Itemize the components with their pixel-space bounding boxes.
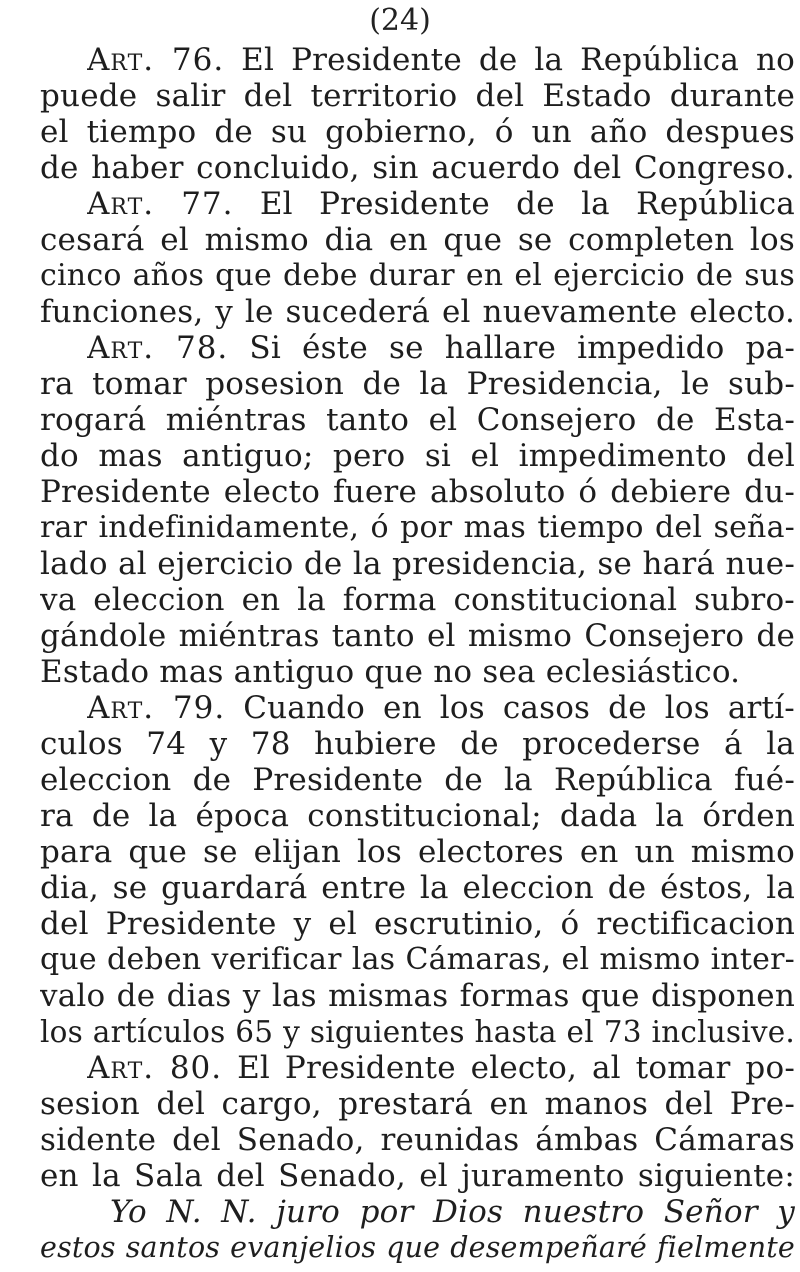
article-number: Art. 79.	[87, 690, 226, 726]
line-text: El Presidente de la República	[259, 186, 795, 222]
text-line: rogará miéntras tanto el Consejero de Esta-	[40, 402, 795, 438]
article-number: Art. 80.	[87, 1050, 223, 1086]
text-line	[87, 330, 795, 366]
text-line: gándole miéntras tanto el mismo Consejero de	[40, 618, 795, 654]
text-line: lado al ejercicio de la presidencia, se hará nue-	[40, 546, 795, 582]
text-line: ra de la época constitucional; dada la órden	[40, 798, 795, 834]
text-line: el tiempo de su gobierno, ó un año despues	[40, 114, 795, 150]
text-line: que deben verificar las Cámaras, el mismo inter-	[40, 942, 795, 977]
text-line: sesion del cargo, prestará en manos del Pre-	[40, 1086, 795, 1122]
text-line	[87, 186, 795, 222]
text-line: valo de dias y las mismas formas que disponen	[40, 978, 795, 1014]
text-line: Estado mas antiguo que no sea eclesiástico.	[40, 654, 741, 690]
oath-text-line: Yo N. N. juro por Dios nuestro Señor y	[110, 1194, 795, 1230]
text-line: Presidente electo fuere absoluto ó debiere du-	[40, 474, 795, 510]
text-line: los artículos 65 y siguientes hasta el 73 inclusive.	[40, 1015, 795, 1049]
text-line: culos 74 y 78 hubiere de procederse á la	[40, 726, 795, 762]
page-number: (24)	[369, 3, 431, 38]
text-line: va eleccion en la forma constitucional subro-	[40, 582, 795, 618]
text-line: en la Sala del Senado, el juramento siguiente:	[40, 1158, 795, 1194]
text-line: del Presidente y el escrutinio, ó rectificacion	[40, 906, 795, 942]
text-line: cinco años que debe durar en el ejercicio de sus	[40, 258, 795, 293]
text-line: funciones, y le sucederá el nuevamente electo.	[40, 294, 795, 330]
text-line	[87, 1050, 795, 1086]
text-line: ra tomar posesion de la Presidencia, le sub-	[40, 366, 795, 402]
text-line	[87, 42, 795, 78]
text-line	[87, 690, 795, 726]
line-text: Cuando en los casos de los artí-	[243, 690, 795, 726]
text-line: sidente del Senado, reunidas ámbas Cámaras	[40, 1122, 795, 1158]
text-line: rar indefinidamente, ó por mas tiempo del seña-	[40, 510, 795, 545]
line-text: El Presidente electo, al tomar po-	[237, 1050, 795, 1086]
text-line: dia, se guardará entre la eleccion de éstos, la	[40, 870, 795, 906]
article-number: Art. 76.	[87, 42, 225, 78]
text-line: para que se elijan los electores en un mismo	[40, 834, 795, 870]
text-line: puede salir del territorio del Estado durante	[40, 78, 795, 114]
oath-text-line: estos santos evanjelios que desempeñaré fielmente	[40, 1231, 795, 1264]
article-number: Art. 78.	[87, 330, 229, 366]
line-text: El Presidente de la República no	[241, 42, 795, 78]
text-line: de haber concluido, sin acuerdo del Congreso.	[40, 150, 795, 186]
line-text: Si éste se hallare impedido pa-	[249, 330, 795, 366]
text-line: eleccion de Presidente de la República fué-	[40, 762, 795, 798]
article-number: Art. 77.	[87, 186, 234, 222]
text-line: cesará el mismo dia en que se completen los	[40, 222, 795, 258]
text-line: do mas antiguo; pero si el impedimento del	[40, 438, 795, 474]
